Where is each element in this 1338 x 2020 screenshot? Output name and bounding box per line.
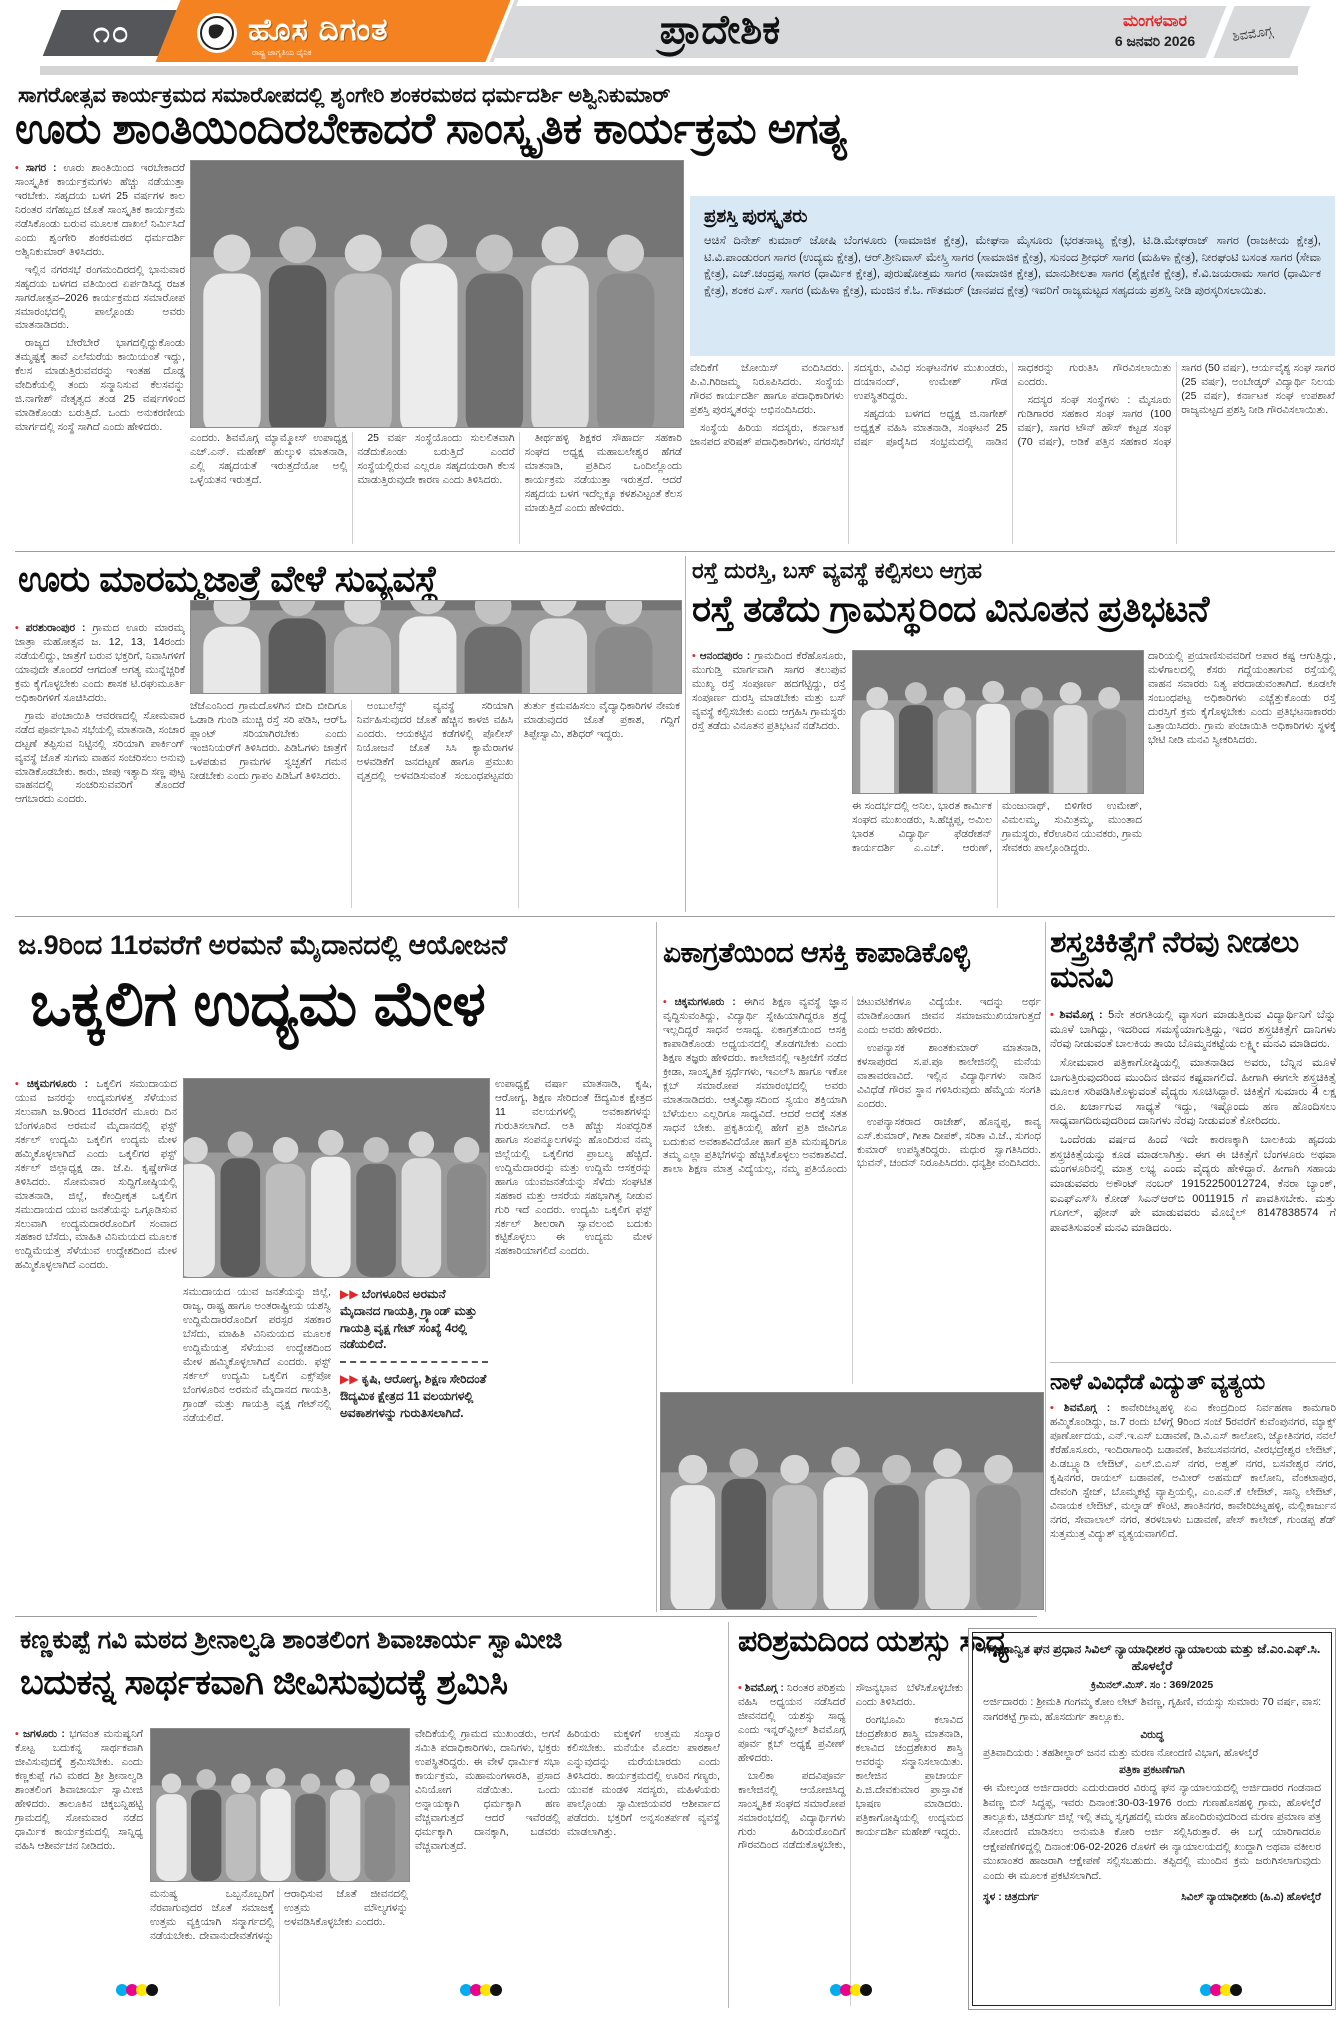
swamiji-kicker: ಕಣ್ಣಕುಪ್ಪೆ ಗವಿ ಮಠದ ಶ್ರೀನಾಲ್ವಡಿ ಶಾಂತಲಿಂಗ ಶಿವಾಚಾರ್ಯ ಸ್ವಾಮೀಜಿ xyxy=(20,1626,563,1654)
concentration-headline: ಏಕಾಗ್ರತೆಯಿಂದ ಆಸಕ್ತಿ ಕಾಪಾಡಿಕೊಳ್ಳಿ xyxy=(663,937,970,968)
protest-dateline: • ಆನಂದಪುರಂ : xyxy=(692,650,750,662)
notice-case-number: ಕ್ರಿಮಿನಲ್.ಮಿಸ್. ಸಂ : 369/2025 xyxy=(1090,1678,1214,1691)
notice-body: ಈ ಮೇಲ್ಕಂಡ ಅರ್ಜಿದಾರರು ಎದುರುದಾರರ ವಿರುದ್ಧ ಘನ ನ್ಯಾಯಾಲಯದಲ್ಲಿ ಅರ್ಜಿದಾರರ ಗಂಡನಾದ ಶಿವಣ್ಣ ಬಿನ್ ಸಿದ್ದಪ್ಪ, ಇವರು ದಿನಾಂಕ:30-03-1976 ರಂದು ಗುಣಹೊಸಹಳ್ಳಿ ಗ್ರಾಮ, ಹೊಳಲ್ಕೆರೆ ತಾಲ್ಲೂಕು, ಚಿತ್ರದುರ್ಗ ಜಿಲ್ಲೆ ಇಲ್ಲಿ ತಮ್ಮ ಸ್ವಗೃಹದಲ್ಲಿ ಮರಣ ಹೊಂದಿರುವುದರಿಂದ ಮರಣ ಪ್ರಮಾಣ ಪತ್ರ ನೋಂದಣಿ ಮಾಡಿಸಲು ಅನುಮತಿ ಕೋರಿ ಅರ್ಜಿ ಸಲ್ಲಿಸಿರುತ್ತಾರೆ. ಈ ಬಗ್ಗೆ ಯಾರಿಗಾದರೂ ಆಕ್ಷೇಪಣೆಗಳಿದ್ದಲ್ಲಿ ದಿನಾಂಕ:06-02-2026 ರೊಳಗೆ ಈ ನ್ಯಾಯಾಲಯದಲ್ಲಿ ಖುದ್ದಾಗಿ ಅಥವಾ ವಕೀಲರ ಮುಖಾಂತರ ಹಾಜರಾಗಿ ಆಕ್ಷೇಪಣೆ ಸಲ್ಲಿಸಬಹುದು. ತಪ್ಪಿದಲ್ಲಿ ಮುಂದಿನ ಕ್ರಮ ಜರುಗಿಸಲಾಗುವುದು ಎಂದು ಈ ಮೂಲಕ ಪ್ರಕಟಿಸಲಾಗಿದೆ. xyxy=(983,1781,1321,1882)
surgery-headline: ಶಸ್ತ್ರಚಿಕಿತ್ಸೆಗೆ ನೆರವು ನೀಡಲು ಮನವಿ xyxy=(1050,926,1299,994)
pullquote-divider xyxy=(340,1361,488,1363)
mela-column-3: ಉಪಾಧ್ಯಕ್ಷೆ ವರ್ಷಾ ಮಾತನಾಡಿ, ಕೃಷಿ, ಆರೋಗ್ಯ, ಶಿಕ್ಷಣ ಸೇರಿದಂತೆ ಔದ್ಯಮಿಕ ಕ್ಷೇತ್ರದ 11 ವಲಯಗಳಲ್ಲಿ ಅವಕಾಶಗಳನ್ನು ಗುರುತಿಸಲಾಗಿದೆ. ಅತಿ ಹೆಚ್ಚು ಸಂಪದ್ಭರಿತ ಹಾಗೂ ಸಂಪನ್ಮೂಲಗಳನ್ನು ಹೊಂದಿರುವ ನಮ್ಮ ಜಿಲ್ಲೆಯಲ್ಲಿ ಒಕ್ಕಲಿಗರ ಪ್ರಾಬಲ್ಯ ಹೆಚ್ಚಿದೆ. ಉದ್ದಿಮೆದಾರರನ್ನು ಮತ್ತು ಉದ್ದಿಮೆ ಆಸಕ್ತರನ್ನು ಹಾಗೂ ಯುವಜನತೆಯನ್ನು ಸೆಳೆದು ಸಂಘಟಿತ ಸಹಕಾರ ಮತ್ತು ಆಸರೆಯ ಸಹಭಾಗಿತ್ವ ನೀಡುವ ಗುರಿ ಇದೆ ಎಂದರು. ಉದ್ಯಮಿ ಒಕ್ಕಲಿಗ ಫಸ್ಟ್ ಸರ್ಕಲ್ ಶೀಲರಾಗಿ ಸ್ವಾವಲಂಬಿ ಬದುಕು ಕಟ್ಟಿಕೊಳ್ಳಲು ಈ ಉದ್ಯಮ ಮೇಳ ಸಹಕಾರಿಯಾಗಲಿದೆ ಎಂದರು. xyxy=(495,1078,652,1258)
protest-column-1: • ಆನಂದಪುರಂ : ಗ್ರಾಮದಿಂದ ಕೆರೆಹೊಸೂರು, ಮುಗುಡ್ತಿ ಮಾರ್ಗವಾಗಿ ಸಾಗರ ತಲುಪುವ ಮುಖ್ಯ ರಸ್ತೆ ಸಂಪೂರ್ಣ ಹದಗೆಟ್ಟಿದ್ದು, ರಸ್ತೆ ಸಂಪೂರ್ಣ ದುರಸ್ತಿ ಮಾಡಬೇಕು ಮತ್ತು ಬಸ್ ವ್ಯವಸ್ಥೆ ಕಲ್ಪಿಸಬೇಕು ಎಂದು ಆಗ್ರಹಿಸಿ ಗ್ರಾಮಸ್ಥರು ರಸ್ತೆ ತಡೆದು ವಿನೂತನ ಪ್ರತಿಭಟನೆ ನಡೆಸಿದರು. xyxy=(692,650,846,908)
rule-row2-vertical xyxy=(685,556,686,912)
notice-signer: ಸಿವಿಲ್ ನ್ಯಾಯಾಧೀಶರು (ಹಿ.ವಿ) ಹೊಳಲ್ಕೆರೆ xyxy=(1181,1890,1321,1903)
concentration-dateline: • ಚಿಕ್ಕಮಗಳೂರು : xyxy=(663,996,736,1008)
masthead-edition: ಶಿವಮೊಗ್ಗ xyxy=(1231,22,1274,44)
concentration-photo xyxy=(660,1392,1044,1610)
notice-respondent: ಪ್ರತಿವಾದಿಯರು : ತಹಶೀಲ್ದಾರ್ ಜನನ ಮತ್ತು ಮರಣ ನೋಂದಣಿ ವಿಭಾಗ, ಹೊಳಲ್ಕೆರೆ xyxy=(983,1746,1259,1759)
black-dot xyxy=(490,1984,502,1996)
masthead-date: 6 ಜನವರಿ 2026 xyxy=(1114,33,1196,49)
powercut-headline: ನಾಳೆ ವಿವಿಧೆಡೆ ವಿದ್ಯುತ್ ವ್ಯತ್ಯಯ xyxy=(1050,1369,1265,1394)
lead-tail-columns: ವೇದಿಕೆಗೆ ಜೋಯಿಸ್ ವಂದಿಸಿದರು. ಪಿ.ವಿ.ಗಿರಿಜಮ್ಮ ನಿರೂಪಿಸಿದರು. ಸಂಸ್ಥೆಯ ಗೌರವ ಕಾರ್ಯದರ್ಶಿ ಹಾಗೂ ಪದಾಧಿಕಾರಿಗಳು ಪ್ರಶಸ್ತಿ ಪುರಸ್ಕೃತರನ್ನು ಅಭಿನಂದಿಸಿದರು. ಸಂಸ್ಥೆಯ ಹಿರಿಯ ಸದಸ್ಯರು, ಕರ್ನಾಟಕ ಜಾನಪದ ಪರಿಷತ್ ಪದಾಧಿಕಾರಿಗಳು, ನಗರಸಭೆ ಸದಸ್ಯರು, ವಿವಿಧ ಸಂಘಟನೆಗಳ ಮುಖಂಡರು, ದಯಾನಂದ್, ಉಮೇಶ್ ಗೌಡ ಉಪಸ್ಥಿತರಿದ್ದರು. ಸಹೃದಯ ಬಳಗದ ಅಧ್ಯಕ್ಷ ಜಿ.ನಾಗೇಶ್ ಅಧ್ಯಕ್ಷತೆ ವಹಿಸಿ ಮಾತನಾಡಿ, ಸಂಘಟನೆ 25 ವರ್ಷ ಪೂರೈಸಿದ ಸಂಭ್ರಮದಲ್ಲಿ ನಾಡಿನ ಸಾಧಕರನ್ನು ಗುರುತಿಸಿ ಗೌರವಿಸಲಾಯಿತು ಎಂದರು. ಸದಸ್ಯರ ಸಂಘ ಸಂಸ್ಥೆಗಳು : ಮೈಸೂರು ಗುಡಿಗಾರರ ಸಹಕಾರ ಸಂಘ ಸಾಗರ (100 ವರ್ಷ), ಸಾಗರ ಟೌನ್ ಹೌಸ್ ಕಟ್ಟಡ ಸಂಘ (70 ವರ್ಷ), ಅಡಿಕೆ ಪತ್ತಿನ ಸಹಕಾರ ಸಂಘ ಸಾಗರ (50 ವರ್ಷ), ಆರ್ಯವೈಶ್ಯ ಸಂಘ ಸಾಗರ (25 ವರ್ಷ), ಅಂಬೇಡ್ಕರ್ ವಿದ್ಯಾರ್ಥಿ ನಿಲಯ (25 ವರ್ಷ), ಕರ್ನಾಟಕ ಸಂಘ ಉಪಶಾಖೆ ರಾಜ್ಯಮಟ್ಟದ ಪ್ರಶಸ್ತಿ ನೀಡಿ ಗೌರವಿಸಲಾಯಿತು. xyxy=(690,362,1335,448)
swamiji-column-4: ಹಿರಿಯರು ಮಕ್ಕಳಿಗೆ ಉತ್ತಮ ಸಂಸ್ಕಾರ ಕಲಿಸಬೇಕು. ಮನೆಯೇ ಮೊದಲ ಪಾಠಶಾಲೆ ಎನ್ನುವುದನ್ನು ಮರೆಯಬಾರದು ಎಂದು ತಿಳಿಸಿದರು. ಕಾರ್ಯಕ್ರಮದಲ್ಲಿ ಊರಿನ ಗಣ್ಯರು, ಯುವಕ ಮಂಡಳಿ ಸದಸ್ಯರು, ಮಹಿಳೆಯರು ಪಾಲ್ಗೊಂಡು ಸ್ವಾಮೀಜಿಯವರ ಆಶೀರ್ವಾದ ಪಡೆದರು. ಭಕ್ತರಿಗೆ ಅನ್ನಸಂತರ್ಪಣೆ ವ್ಯವಸ್ಥೆ ಮಾಡಲಾಗಿತ್ತು. xyxy=(567,1728,720,1838)
powercut-dateline: • ಶಿವಮೊಗ್ಗ : xyxy=(1050,1402,1110,1414)
lead-photo xyxy=(190,160,684,428)
effort-headline: ಪರಿಶ್ರಮದಿಂದ ಯಶಸ್ಸು ಸಾಧ್ಯ xyxy=(738,1625,1009,1658)
pullquote-arrow-icon-2: ▶▶ xyxy=(340,1372,362,1387)
powercut-body: • ಶಿವಮೊಗ್ಗ : ಕಾವೇರಿಚಟ್ನಹಳ್ಳಿ ಏಎ ಕೇಂದ್ರದಿಂದ ನಿರ್ವಹಣಾ ಕಾಮಗಾರಿ ಹಮ್ಮಿಕೊಂಡಿದ್ದು, ಜ.7 ರಂದು ಬೆಳಗ್ಗೆ 9ರಿಂದ ಸಂಜೆ 5ರವರೆಗೆ ಕುವೆಂಪುನಗರ, ಮ್ಯಾಕ್ಸ್ ಪೂರ್ಣೋದಯ, ಎನ್.ಇ.ಎಸ್ ಬಡಾವಣೆ, ಡಿ.ವಿ.ಎಸ್ ಕಾಲೋನಿ, ಜ್ಯೋತಿನಗರ, ನವಲೆ ಕೆರೆಹೊಸೂರು, ಇಂದಿರಾಗಾಂಧಿ ಬಡಾವಣೆ, ಶಿವಬಸವನಗರ, ವೀರಭದ್ರೇಶ್ವರ ಲೇಔಟ್, ಪಿ.ಡಬ್ಲ್ಯೂಡಿ ಲೇಔಟ್, ಎಲ್.ಬಿ.ಎಸ್ ನಗರ, ಅಶ್ವತ್ ನಗರ, ಬಸವೇಶ್ವರ ನಗರ, ಕೃಷಿನಗರ, ರಾಯಲ್ ಬಡಾವಣೆ, ಅಮೀರ್ ಅಹಮದ್ ಕಾಲೋನಿ, ವೆಂಕಟಾಪುರ, ದೇವಂಗಿ ಸ್ಟೇಜ್, ಬೊಮ್ಮಕಟ್ಟೆ ವ್ಯಾಪ್ತಿಯಲ್ಲಿ, ಎಂ.ಎನ್.ಕೆ ಲೇಔಟ್, ಸಾನ್ವಿ ಲೇಔಟ್, ವಿನಾಯಕ ಲೇಔಟ್, ಮಲ್ನಾಡ್ ಕೌಂಟಿ, ಶಾಂತಿನಗರ, ಕಾವೇರಿಚಟ್ನಹಳ್ಳಿ, ಮಲ್ಲಿಕಾರ್ಜುನ ನಗರ, ಸೇವಾಲಾಲ್ ನಗರ, ತರಳಬಾಳು ಬಡಾವಣೆ, ಪೇಸ್ ಕಾಲೇಜ್, ಗುಂಡಪ್ಪ ಶೆಡ್ ಸುತ್ತಮುತ್ತ ವಿದ್ಯುತ್ ವ್ಯತ್ಯಯವಾಗಲಿದೆ. xyxy=(1050,1402,1336,1616)
section-title: ಪ್ರಾದೇಶಿಕ xyxy=(659,8,781,52)
awards-box-title: ಪ್ರಶಸ್ತಿ ಪುರಸ್ಕೃತರು xyxy=(704,206,808,226)
notice-title: ಗೌರವಾನ್ವಿತ ಘನ ಪ್ರಧಾನ ಸಿವಿಲ್ ನ್ಯಾಯಾಧೀಶರ ನ್ಯಾಯಾಲಯ ಮತ್ತು ಜೆ.ಎಂ.ಎಫ್.ಸಿ. ಹೊಳಲ್ಕೆರೆ xyxy=(983,1642,1321,1673)
registration-marks-2 xyxy=(462,1984,502,1996)
mela-column-1: • ಚಿಕ್ಕಮಗಳೂರು : ಒಕ್ಕಲಿಗ ಸಮುದಾಯದ ಯುವ ಜನರನ್ನು ಉದ್ಯಮಗಳತ್ತ ಸೆಳೆಯುವ ಸಲುವಾಗಿ ಜ.9ರಿಂದ 11ರವರೆಗೆ ಮೂರು ದಿನ ಬೆಂಗಳೂರಿನ ಅರಮನೆ ಮೈದಾನದಲ್ಲಿ ಫಸ್ಟ್ ಸರ್ಕಲ್ ಉದ್ಯಮಿ ಒಕ್ಕಲಿಗ ಉದ್ಯಮ ಮೇಳ ಹಮ್ಮಿಕೊಳ್ಳಲಾಗಿದೆ ಎಂದು ಒಕ್ಕಲಿಗರ ಫಸ್ಟ್ ಸರ್ಕಲ್ ಜಿಲ್ಲಾಧ್ಯಕ್ಷ ಡಾ. ಜೆ.ಪಿ. ಕೃಷ್ಣೇಗೌಡ ತಿಳಿಸಿದರು. ಸೋಮವಾರ ಸುದ್ದಿಗೋಷ್ಠಿಯಲ್ಲಿ ಮಾತನಾಡಿ, ಜಿಲ್ಲೆ, ಕೇಂದ್ರೀಕೃತ ಒಕ್ಕಲಿಗ ಸಮುದಾಯದ ಯುವ ಜನತೆಯನ್ನು ಒಗ್ಗೂಡಿಸುವ ಸಲುವಾಗಿ ಉದ್ಯಮದಾರರೊಂದಿಗೆ ಸಂವಾದ ಸಹಕಾರ ಬೆಸೆದು, ಮಾಹಿತಿ ವಿನಿಮಯದ ಮೂಲಕ ಉದ್ದಿಮೆಯತ್ತ ಸೆಳೆಯುವ ಉದ್ದೇಶದಿಂದ ಮೇಳ ಹಮ್ಮಿಕೊಳ್ಳಲಾಗಿದೆ ಎಂದರು. xyxy=(15,1078,177,1606)
swamiji-below-photo: ಮನುಷ್ಯ ಒಬ್ಬನೊಬ್ಬರಿಗೆ ನೆರವಾಗುವುದರ ಜೊತೆ ಸಮಾಜಕ್ಕೆ ಉತ್ತಮ ವ್ಯಕ್ತಿಯಾಗಿ ಸನ್ಮಾರ್ಗದಲ್ಲಿ ನಡೆಯಬೇಕು. ದೇವಾನುದೇವತೆಗಳನ್ನು ಆರಾಧಿಸುವ ಜೊತೆ ಜೀವನದಲ್ಲಿ ಉತ್ತಮ ಮೌಲ್ಯಗಳನ್ನು ಅಳವಡಿಸಿಕೊಳ್ಳಬೇಕು ಎಂದರು. xyxy=(150,1888,408,1942)
swamiji-column-1: • ಜಗಳೂರು : ಭಗವಂತ ಮನುಷ್ಯನಿಗೆ ಕೊಟ್ಟ ಬದುಕನ್ನ ಸಾರ್ಥಕವಾಗಿ ಜೀವಿಸುವುದಕ್ಕೆ ಶ್ರಮಿಸಬೇಕು. ಎಂದು ಕಣ್ಣಕುಪ್ಪೆ ಗವಿ ಮಠದ ಶ್ರೀ ಶ್ರೀನಾಲ್ವಡಿ ಶಾಂತಲಿಂಗ ಶಿವಾಚಾರ್ಯ ಸ್ವಾಮೀಜಿ ಹೇಳಿದರು. ತಾಲೂಕಿನ ಚಿಕ್ಕಬನ್ನಿಹಟ್ಟಿ ಗ್ರಾಮದಲ್ಲಿ ಸೋಮವಾರ ನಡೆದ ಧಾರ್ಮಿಕ ಕಾರ್ಯಕ್ರಮದಲ್ಲಿ ಸಾನ್ನಿಧ್ಯ ವಹಿಸಿ ಆಶೀರ್ವಚನ ನೀಡಿದರು. xyxy=(15,1728,143,2006)
masthead-brand-content xyxy=(190,4,490,62)
masthead-day: ಮಂಗಳವಾರ xyxy=(1122,13,1188,30)
mela-pullquote: ▶▶ ಬೆಂಗಳೂರಿನ ಅರಮನೆ ಮೈದಾನದ ಗಾಯತ್ರಿ, ಗ್ರ್ಯಾಂಡ್ ಮತ್ತು ಗಾಯತ್ರಿ ವೃಕ್ಷ ಗೇಟ್ ಸಂಖ್ಯೆ 4ರಲ್ಲಿ ನಡೆಯಲಿದೆ. ▶▶ ಕೃಷಿ, ಆರೋಗ್ಯ, ಶಿಕ್ಷಣ ಸೇರಿದಂತೆ ಔದ್ಯಮಿಕ ಕ್ಷೇತ್ರದ 11 ವಲಯಗಳಲ್ಲಿ ಅವಕಾಶಗಳನ್ನು ಗುರುತಿಸಲಾಗಿದೆ. xyxy=(340,1287,487,1420)
registration-marks-4 xyxy=(1202,1984,1242,1996)
black-dot xyxy=(1230,1984,1242,1996)
lead-column-1: • ಸಾಗರ : ಊರು ಶಾಂತಿಯಿಂದ ಇರಬೇಕಾದರೆ ಸಾಂಸ್ಕೃತಿಕ ಕಾರ್ಯಕ್ರಮಗಳು ಹೆಚ್ಚು ನಡೆಯುತ್ತಾ ಇರಬೇಕು. ಸಹೃದಯ ಬಳಗ 25 ವರ್ಷಗಳ ಕಾಲ ನಿರಂತರ ನಗೆಹಬ್ಬದ ಜೊತೆ ಸಾಂಸ್ಕೃತಿಕ ಕಾರ್ಯಕ್ರಮ ನಡೆಸಿಕೊಂಡು ಬರುವ ಮೂಲಕ ದಾಖಲೆ ನಿರ್ಮಿಸಿದೆ ಎಂದು ಶೃಂಗೇರಿ ಶಂಕರಮಠದ ಧರ್ಮದರ್ಶಿ ಅಶ್ವಿನಿಕುಮಾರ್ ತಿಳಿಸಿದರು. ಇಲ್ಲಿನ ನಗರಸಭೆ ರಂಗಮಂದಿರದಲ್ಲಿ ಭಾನುವಾರ ಸಹೃದಯ ಬಳಗದ ವತಿಯಿಂದ ಏರ್ಪಡಿಸಿದ್ದ ರಜತ ಸಾಗರೋತ್ಸವ–2026 ಕಾರ್ಯಕ್ರಮದ ಸಮಾರೋಪ ಸಮಾರಂಭದಲ್ಲಿ ಪಾಲ್ಗೊಂಡು ಅವರು ಮಾತನಾಡಿದರು. ರಾಜ್ಯದ ಬೇರೆಬೇರೆ ಭಾಗದಲ್ಲಿದ್ದುಕೊಂಡು ತಮ್ಮಷ್ಟಕ್ಕೆ ತಾವೆ ಎಲೆಮರೆಯ ಕಾಯಿಯಂತೆ ಇದ್ದು, ಕೆಲಸ ಮಾಡುತ್ತಿರುವವರನ್ನು ಇಂತಹ ದೊಡ್ಡ ವೇದಿಕೆಯಲ್ಲಿ ತಂದು ಸನ್ಮಾನಿಸುವ ಕೆಲಸವನ್ನು ಜಿ.ನಾಗೇಶ್ ನೇತೃತ್ವದ ತಂಡ 25 ವರ್ಷಗಳಿಂದ ಮಾಡಿಕೊಂಡು ಬರುತ್ತಿದೆ. ಒಂದು ಅನುಕರಣೀಯ ಮಾರ್ಗದಲ್ಲಿ ಸಂಸ್ಥೆ ಸಾಗಿದೆ ಎಂದು ಹೇಳಿದರು. xyxy=(15,162,185,542)
rule-row1-row2 xyxy=(15,551,1335,552)
mela-column-2: ಸಮುದಾಯದ ಯುವ ಜನತೆಯನ್ನು ಜಿಲ್ಲೆ, ರಾಜ್ಯ, ರಾಷ್ಟ್ರ ಹಾಗೂ ಅಂತರಾಷ್ಟ್ರೀಯ ಯಶಸ್ವಿ ಉದ್ದಿಮೆದಾರರೊಂದಿಗೆ ಪರಸ್ಪರ ಸಹಕಾರ ಬೆಸೆದು, ಮಾಹಿತಿ ವಿನಿಮಯದ ಮೂಲಕ ಉದ್ದಿಮೆಯತ್ತ ಸೆಳೆಯುವ ಉದ್ದೇಶದಿಂದ ಮೇಳ ಹಮ್ಮಿಕೊಳ್ಳಲಾಗಿದೆ ಎಂದರು. ಫಸ್ಟ್ ಸರ್ಕಲ್ ಉದ್ಯಮಿ ಒಕ್ಕಲಿಗ ಎಕ್ಸ್‌ಪೋ ಬೆಂಗಳೂರಿನ ಅರಮನೆ ಮೈದಾನದ ಗಾಯತ್ರಿ, ಗ್ರಾಂಡ್ ಮತ್ತು ಗಾಯತ್ರಿ ವೃಕ್ಷ ಗೇಟ್‌ನಲ್ಲಿ ನಡೆಯಲಿದೆ. xyxy=(183,1286,331,1424)
rule-row3-row4 xyxy=(15,1616,1037,1617)
effort-body: • ಶಿವಮೊಗ್ಗ : ನಿರಂತರ ಪರಿಶ್ರಮ ವಹಿಸಿ ಅಧ್ಯಯನ ನಡೆಸಿದರೆ ಜೀವನದಲ್ಲಿ ಯಶಸ್ಸು ಸಾಧ್ಯ ಎಂದು ಇನ್ನರ್‌ವ್ಹೀಲ್ ಶಿವಮೊಗ್ಗ ಪೂರ್ವ ಕ್ಲಬ್ ಅಧ್ಯಕ್ಷೆ ಪ್ರವೀಣ್ ಹೇಳಿದರು. ಬಾಲಿಕಾ ಪದವಿಪೂರ್ವ ಕಾಲೇಜಿನಲ್ಲಿ ಆಯೋಜಿಸಿದ್ದ ಸಾಂಸ್ಕೃತಿಕ ಸಂಘದ ಸಮಾರೋಪ ಸಮಾರಂಭದಲ್ಲಿ ವಿದ್ಯಾರ್ಥಿಗಳು ಗುರು ಹಿರಿಯರೊಂದಿಗೆ ಗೌರವದಿಂದ ನಡೆದುಕೊಳ್ಳಬೇಕು, ಸೌಜನ್ಯಭಾವ ಬೆಳೆಸಿಕೊಳ್ಳಬೇಕು ಎಂದು ತಿಳಿಸಿದರು. ರಂಗಭೂಮಿ ಕಲಾವಿದ ಚಂದ್ರಶೇಖರ ಶಾಸ್ತ್ರಿ ಮಾತನಾಡಿ, ಕಲಾವಿದ ಚಂದ್ರಶೇಖರ ಶಾಸ್ತ್ರಿ ಅವರನ್ನು ಸನ್ಮಾನಿಸಲಾಯಿತು. ಕಾಲೇಜಿನ ಪ್ರಾಚಾರ್ಯ ಪಿ.ಜಿ.ದೇವಕುಮಾರ ಪ್ರಾಸ್ತಾವಿಕ ಭಾಷಣ ಮಾಡಿದರು. ಪತ್ರಿಕಾಗೋಷ್ಠಿಯಲ್ಲಿ ಉದ್ಯಮದ ಕಾರ್ಯದರ್ಶಿ ಮಹೇಶ್ ಇದ್ದರು. xyxy=(738,1682,963,2006)
rule-row4-vertical xyxy=(728,1622,729,2008)
page-number: ೧೦ xyxy=(93,16,131,49)
pullquote-arrow-icon: ▶▶ xyxy=(340,1287,362,1301)
rule-row3-vertical-1 xyxy=(656,922,657,1612)
notice-applicant: ಅರ್ಜಿದಾರರು : ಶ್ರೀಮತಿ ಗಂಗಮ್ಮ ಕೋಂ ಲೇಟ್ ಶಿವಣ್ಣ, ಗೃಹಿಣಿ, ವಯಸ್ಸು ಸುಮಾರು 70 ವರ್ಷ, ವಾಸ: ನಾಗರಕಟ್ಟೆ ಗ್ರಾಮ, ಹೊಸದುರ್ಗ ತಾಲ್ಲೂಕು. xyxy=(983,1696,1321,1724)
newspaper-tagline: ರಾಷ್ಟ್ರ ಜಾಗೃತಿಯ ದೈನಿಕ xyxy=(252,48,312,57)
swamiji-column-3: ವೇದಿಕೆಯಲ್ಲಿ ಗ್ರಾಮದ ಮುಖಂಡರು, ಅಗಸೆ ಸಮಿತಿ ಪದಾಧಿಕಾರಿಗಳು, ದಾನಿಗಳು, ಭಕ್ತರು ಉಪಸ್ಥಿತರಿದ್ದರು. ಈ ವೇಳೆ ಧಾರ್ಮಿಕ ಸಭಾ ಕಾರ್ಯಕ್ರಮ, ಮಹಾಮಂಗಳಾರತಿ, ಪ್ರಸಾದ ವಿನಿಯೋಗ ನಡೆಯಿತು. ಒಂದು ಅನ್ನಾಯಕ್ಕಾಗಿ ಧರ್ಮಕ್ಕಾಗಿ ಹಣ ವೆಚ್ಚವಾಗುತ್ತದೆ ಆದರೆ ಇವೆರಡಲ್ಲಿ ಧರ್ಮಕ್ಕಾಗಿ ದಾನಕ್ಕಾಗಿ, ಬಡವರು ವೆಚ್ಚವಾಗುತ್ತದೆ. xyxy=(415,1728,560,1852)
jatre-continuation: ಜೆಜೆಎಂನಿಂದ ಗ್ರಾಮದೊಳಗಿನ ಬೀದಿ ಬೀದಿಗೂ ಓಡಾಡಿ ಗುಂಡಿ ಮುಚ್ಚಿ ರಸ್ತೆ ಸರಿ ಪಡಿಸಿ, ಆರ್‌ಓ ಪ್ಲಾಂಟ್ ಸರಿಯಾಗಿರಬೇಕು ಎಂದು ಇಂಜಿನಿಯರ್‌ಗೆ ತಿಳಿಸಿದರು. ಪಿಡಿಓಗಳು ಜಾತ್ರೆಗೆ ಒಳಪಡುವ ಗ್ರಾಮಗಳ ಸ್ವಚ್ಛತೆಗೆ ಗಮನ ನೀಡಬೇಕು ಎಂದು ಗ್ರಾಪಂ ಪಿಡಿಓಗೆ ತಿಳಿಸಿದರು. ಅಂಬುಲೆನ್ಸ್ ವ್ಯವಸ್ಥೆ ಸರಿಯಾಗಿ ನಿರ್ವಹಿಸುವುದರ ಜೊತೆ ಹೆಚ್ಚಿನ ಕಾಳಜಿ ವಹಿಸಿ ಎಂದರು. ಆಯಕಟ್ಟಿನ ಕಡೆಗಳಲ್ಲಿ ಪೊಲೀಸ್ ನಿಯೋಜನೆ ಜೊತೆ ಸಿಸಿ ಕ್ಯಾಮೆರಾಗಳ ಅಳವಡಿಕೆಗೆ ಜನದಟ್ಟಣೆ ಹಾಗೂ ಪ್ರಮುಖ ವೃತ್ತದಲ್ಲಿ ಅಳವಡಿಸುವಂತೆ ಸಂಬಂಧಪಟ್ಟವರು ತುರ್ತು ಕ್ರಮವಹಿಸಲು ವೈದ್ಯಾಧಿಕಾರಿಗಳ ನೇಮಕ ಮಾಡುವುದರ ಜೊತೆ ಪ್ರಕಾಶ, ಗದ್ದಿಗೆ ತಿಪ್ಪೇಸ್ವಾಮಿ, ಶಶಿಧರ್ ಇದ್ದರು. xyxy=(190,700,680,782)
court-notice-box xyxy=(972,1632,1332,2006)
rule-row3-vertical-2 xyxy=(1045,922,1046,1612)
black-dot xyxy=(146,1984,158,1996)
black-dot xyxy=(860,1984,872,1996)
protest-column-4: ದಾರಿಯಲ್ಲಿ ಪ್ರಯಾಣಿಸುವವರಿಗೆ ಅಪಾರ ಕಷ್ಟ ಆಗುತ್ತಿದ್ದು, ಮಳೆಗಾಲದಲ್ಲಿ ಕೆಸರು ಗದ್ದೆಯಂತಾಗುವ ರಸ್ತೆಯಲ್ಲಿ ವಾಹನ ಸವಾರರು ನಿತ್ಯ ಪರದಾಡುವಂತಾಗಿದೆ. ಕೂಡಲೇ ಸಂಬಂಧಪಟ್ಟ ಅಧಿಕಾರಿಗಳು ಎಚ್ಚೆತ್ತುಕೊಂಡು ರಸ್ತೆ ದುರಸ್ತಿಗೆ ಕ್ರಮ ಕೈಗೊಳ್ಳಬೇಕು ಎಂದು ಪ್ರತಿಭಟನಾಕಾರರು ಒತ್ತಾಯಿಸಿದರು. ಗ್ರಾಮ ಪಂಚಾಯಿತಿ ಅಧಿಕಾರಿಗಳು ಸ್ಥಳಕ್ಕೆ ಭೇಟಿ ನೀಡಿ ಮನವಿ ಸ್ವೀಕರಿಸಿದರು. xyxy=(1148,650,1336,746)
registration-marks-3 xyxy=(832,1984,872,1996)
protest-photo xyxy=(852,650,1144,794)
swamiji-dateline: • ಜಗಳೂರು : xyxy=(15,1728,65,1740)
newspaper-title: ಹೊಸ ದಿಗಂತ xyxy=(248,12,389,47)
rule-surgery-power xyxy=(1050,1362,1336,1363)
jatre-column-1: • ಪರಶುರಾಂಪುರ : ಗ್ರಾಮದ ಊರು ಮಾರಮ್ಮ ಜಾತ್ರಾ ಮಹೋತ್ಸವ ಜ. 12, 13, 14ರಂದು ನಡೆಯಲಿದ್ದು, ಜಾತ್ರೆಗೆ ಬರುವ ಭಕ್ತರಿಗೆ, ನಿವಾಸಿಗಳಿಗೆ ಯಾವುದೇ ತೊಂದರೆ ಆಗದಂತೆ ಅಗತ್ಯ ಮುನ್ನೆಚ್ಚರಿಕೆ ಕ್ರಮ ಕೈಗೊಳ್ಳಬೇಕು ಎಂದು ಶಾಸಕ ಟಿ.ರಘುಮೂರ್ತಿ ಅಧಿಕಾರಿಗಳಿಗೆ ಸೂಚಿಸಿದರು. ಗ್ರಾಮ ಪಂಚಾಯಿತಿ ಆವರಣದಲ್ಲಿ ಸೋಮವಾರ ನಡೆದ ಪೂರ್ವಭಾವಿ ಸಭೆಯಲ್ಲಿ ಮಾತನಾಡಿ, ಸಂಚಾರ ದಟ್ಟಣೆ ತಪ್ಪಿಸುವ ನಿಟ್ಟಿನಲ್ಲಿ ಸರಿಯಾಗಿ ಪಾರ್ಕಿಂಗ್ ವ್ಯವಸ್ಥೆ ಜೊತೆ ಸುಗಮ ವಾಹನ ಸಂಚರಿಸಲು ಅನುವು ಮಾಡಿಕೊಡಬೇಕು. ಕಾರು, ಜೀಪು ಇತ್ಯಾದಿ ಸಣ್ಣ ಪುಟ್ಟ ವಾಹನದಲ್ಲಿ ಸಂಚರಿಸುವವರಿಗೆ ತೊಂದರೆ ಆಗಬಾರದು ಎಂದರು. xyxy=(15,622,185,910)
swamiji-photo xyxy=(150,1728,410,1882)
awards-box-text: ಆಚಿಸೆ ದಿನೇಶ್ ಕುಮಾರ್ ಜೋಷಿ ಬೆಂಗಳೂರು (ಸಾಮಾಜಿಕ ಕ್ಷೇತ್ರ), ಮೇಘನಾ ಮೈಸೂರು (ಭರತನಾಟ್ಯ ಕ್ಷೇತ್ರ), ಟಿ.ಡಿ.ಮೇಘರಾಜ್ ಸಾಗರ (ರಾಜಕೀಯ ಕ್ಷೇತ್ರ), ಟಿ.ವಿ.ಪಾಂಡುರಂಗ ಸಾಗರ (ಉದ್ಯಮ ಕ್ಷೇತ್ರ), ಆರ್.ಶ್ರೀನಿವಾಸ್ ಮೇಸ್ತ್ರಿ ಸಾಗರ (ಸಾಮಾಜಿಕ ಕ್ಷೇತ್ರ), ಸುನಂದ ಶ್ರೀಧರ್ ಸಾಗರ (ಮಹಿಳಾ ಕ್ಷೇತ್ರ), ನೀರಘಂಟಿ ಬಸಂತ ಸಾಗರ (ಸೇವಾ ಕ್ಷೇತ್ರ), ಎಚ್.ಚಂದ್ರಪ್ಪ ಸಾಗರ (ಧಾರ್ಮಿಕ ಕ್ಷೇತ್ರ), ಪುರುಷೋತ್ತಮ ಸಾಗರ (ಸಾಮಾಜಿಕ ಕ್ಷೇತ್ರ), ಮಾನುಶೀಲತಾ ಸಾಗರ (ಶೈಕ್ಷಣಿಕ ಕ್ಷೇತ್ರ), ಕೆ.ವಿ.ಜಯರಾಮ ಸಾಗರ (ಧಾರ್ಮಿಕ ಕ್ಷೇತ್ರ), ಶಂಕರ ಎಸ್. ಸಾಗರ (ಮಹಿಳಾ ಕ್ಷೇತ್ರ), ಮಂಜಿನ ಕೆ.ಓ. ಗೌತಮರ್ (ಜಾನಪದ ಕ್ಷೇತ್ರ) ಇವರಿಗೆ ರಾಜ್ಯಮಟ್ಟದ ಸಹೃದಯ ಪ್ರಶಸ್ತಿ ನೀಡಿ ಪುರಸ್ಕರಿಸಲಾಯಿತು. xyxy=(704,235,1321,298)
protest-kicker: ರಸ್ತೆ ದುರಸ್ತಿ, ಬಸ್ ವ್ಯವಸ್ಥೆ ಕಲ್ಪಿಸಲು ಆಗ್ರಹ xyxy=(692,558,983,583)
protest-below-photo: ಈ ಸಂದರ್ಭದಲ್ಲಿ ಅನಿಲ, ಭಾರತ ಕಾರ್ಮಿಕ ಸಂಘದ ಮುಖಂಡರು, ಸಿ.ಹೆಚ್ಚಪ್ಪ, ಅಮಿಲ ಭಾರತ ವಿದ್ಯಾರ್ಥಿ ಫೆಡರೇಶನ್ ಕಾರ್ಯದರ್ಶಿ ಎ.ಎಚ್. ಆರುಣ್, ಮಂಜುನಾಥ್, ಬಿಳಿಗೇರ ಉಮೇಶ್, ವಿಮಲಮ್ಮ, ಸುಮಿತ್ರಮ್ಮ, ಮುಂತಾದ ಗ್ರಾಮಸ್ಥರು, ಕೆರೆಊರಿನ ಯುವಕರು, ಗ್ರಾಮ ಸೇವಕರು ಪಾಲ್ಗೊಂಡಿದ್ದರು. xyxy=(852,800,1142,854)
notice-place: ಸ್ಥಳ : ಚಿತ್ರದುರ್ಗ xyxy=(983,1890,1039,1903)
newspaper-logo-icon xyxy=(196,12,238,59)
concentration-body: • ಚಿಕ್ಕಮಗಳೂರು : ಈಗಿನ ಶಿಕ್ಷಣ ವ್ಯವಸ್ಥೆ ಜ್ಞಾನ ವೃದ್ಧಿಸುವಂತಿದ್ದು, ವಿದ್ಯಾರ್ಥಿ ಸ್ನೇಹಿಯಾಗಿದ್ದರೂ ಶ್ರದ್ಧೆ ಇಲ್ಲದಿದ್ದರೆ ಸಾಧನೆ ಅಸಾಧ್ಯ. ಏಕಾಗ್ರತೆಯಿಂದ ಆಸಕ್ತಿ ಕಾಪಾಡಿಕೊಂಡು ಅಧ್ಯಯನದಲ್ಲಿ ತೊಡಗಬೇಕು ಎಂದು ಶಿಕ್ಷಣ ತಜ್ಞರು ಹೇಳಿದರು. ಕಾಲೇಜಿನಲ್ಲಿ ಇತ್ತೀಚೆಗೆ ನಡೆದ ಕ್ರೀಡಾ, ಸಾಂಸ್ಕೃತಿಕ ಸ್ಪರ್ಧೆಗಳು, ಇಎಲ್‌ಸಿ ಹಾಗೂ ಇಕೋ ಕ್ಲಬ್ ಸಮಾರೋಪ ಸಮಾರಂಭದಲ್ಲಿ ಅವರು ಮಾತನಾಡಿದರು. ಆತ್ಮವಿಶ್ವಾಸದಿಂದ ಸ್ವಯಂ ಶಕ್ತಿಯಾಗಿ ಬೆಳೆಯಲು ಎಲ್ಲರಿಗೂ ಸಾಧ್ಯವಿದೆ. ಆದರೆ ಅದಕ್ಕೆ ಸತತ ಸಾಧನೆ ಬೇಕು. ಪ್ರಕೃತಿಯಲ್ಲಿ ಹೇಗೆ ಪ್ರತಿ ಜೀವಿಗೂ ಬದುಕುವ ಅವಕಾಶವಿದೆಯೋ ಹಾಗೆ ಪ್ರತಿ ಮನುಷ್ಯರಿಗೂ ತಮ್ಮ ಎಲ್ಲಾ ಪ್ರತಿಭೆಗಳನ್ನು ಹೆಚ್ಚಿಸಿಕೊಳ್ಳಲು ಅವಕಾಶವಿದೆ. ಶಾಲಾ ಶಿಕ್ಷಣ ಮಾತ್ರ ವಿದ್ಯೆಯಲ್ಲ, ನಮ್ಮ ಪ್ರತಿಯೊಂದು ಚಟುವಟಿಕೆಗಳೂ ವಿದ್ಯೆಯೇ. ಇದನ್ನು ಅರ್ಥ ಮಾಡಿಕೊಂಡಾಗ ಜೀವನ ಸಮಾಜಮುಖಿಯಾಗುತ್ತದೆ ಎಂದು ಅವರು ಹೇಳಿದರು. ಉಪನ್ಯಾಸಕ ಶಾಂತಕುಮಾರ್ ಮಾತನಾಡಿ, ಕಳಸಾಪುರದ ಸ.ಪ.ಪೂ ಕಾಲೇಜಿನಲ್ಲಿ ಮನೆಯ ವಾತಾವರಣವಿದೆ. ಇಲ್ಲಿನ ವಿದ್ಯಾರ್ಥಿಗಳು ನಾಡಿನ ವಿವಿಧೆಡೆ ಗೌರವ ಸ್ಥಾನ ಗಳಿಸಿರುವುದು ಹೆಮ್ಮೆಯ ಸಂಗತಿ ಎಂದರು. ಉಪನ್ಯಾಸಕರಾದ ರಾಜೇಶ್, ಹೊನ್ನಪ್ಪ, ಕಾವ್ಯ ಎಸ್.ಕುಮಾರ್, ಗೀತಾ ದೀಪಕ್, ಸರಿತಾ ವಿ.ಜೆ., ಸುಗಂಧ ಕುಮಾರ್ ಉಪಸ್ಥಿತರಿದ್ದರು. ಮಧುರ ಸ್ವಾಗತಿಸಿದರು. ಭುವನ್, ಚಂದನ್ ನಿರೂಪಿಸಿದರು. ಧನ್ಯಶ್ರೀ ವಂದಿಸಿದರು. xyxy=(663,996,1041,1384)
swamiji-headline: ಬದುಕನ್ನ ಸಾರ್ಥಕವಾಗಿ ಜೀವಿಸುವುದಕ್ಕೆ ಶ್ರಮಿಸಿ xyxy=(20,1663,508,1702)
jatre-photo xyxy=(190,600,682,694)
surgery-body: • ಶಿವಮೊಗ್ಗ : 5ನೇ ತರಗತಿಯಲ್ಲಿ ವ್ಯಾಸಂಗ ಮಾಡುತ್ತಿರುವ ವಿದ್ಯಾರ್ಥಿನಿಗೆ ಬೆನ್ನು ಮೂಳೆ ಬಾಗಿದ್ದು, ಇದರಿಂದ ಸಮಸ್ಯೆಯಾಗುತ್ತಿದ್ದು, ಇದರ ಶಸ್ತ್ರಚಿಕಿತ್ಸೆಗೆ ದಾನಿಗಳು ನೆರವು ನೀಡುವಂತೆ ಬಾಲಕಿಯ ತಾಯಿ ಬೊಮ್ಮನಕಟ್ಟೆಯ ಲಕ್ಷ್ಮೀ ಮನವಿ ಮಾಡಿದರು. ಸೋಮವಾರ ಪತ್ರಿಕಾಗೋಷ್ಠಿಯಲ್ಲಿ ಮಾತನಾಡಿದ ಅವರು, ಬೆನ್ನಿನ ಮೂಳೆ ಬಾಗುತ್ತಿರುವುದರಿಂದ ಮುಂದಿನ ಜೀವನ ಕಷ್ಟವಾಗಲಿದೆ. ಹೀಗಾಗಿ ಈಗಲೇ ಶಸ್ತ್ರಚಿಕಿತ್ಸೆ ಮೂಲಕ ಸರಿಪಡಿಸಿಕೊಳ್ಳುವಂತೆ ವೈದ್ಯರು ಸೂಚಿಸಿದ್ದಾರೆ. ಚಿಕಿತ್ಸೆಗೆ ಸುಮಾರು 4 ಲಕ್ಷ ರೂ. ಖರ್ಚಾಗುವ ಸಾಧ್ಯತೆ ಇದ್ದು, ಇಷ್ಟೊಂದು ಹಣ ಹೊಂದಿಸಲು ಸಾಧ್ಯವಾಗದಿರುವುದರಿಂದ ದಾನಿಗಳು ನೆರವು ನೀಡುವಂತೆ ಕೋರಿದರು. ಒಂದೆರಡು ವರ್ಷದ ಹಿಂದೆ ಇದೇ ಕಾರಣಕ್ಕಾಗಿ ಬಾಲಕಿಯ ಹೃದಯ ಶಸ್ತ್ರಚಿಕಿತ್ಸೆಯನ್ನು ಕೂಡ ಮಾಡಲಾಗಿತ್ತು. ಈಗ ಈ ಚಿಕಿತ್ಸೆಗೆ ಬೆಂಗಳೂರು ಅಥವಾ ಮಂಗಳೂರಿನಲ್ಲಿ ಮಾತ್ರ ಲಭ್ಯ ಎಂದು ವೈದ್ಯರು ಹೇಳಿದ್ದಾರೆ. ಹೀಗಾಗಿ ಸಹಾಯ ಮಾಡುವವರು ಅಕೌಂಟ್ ನಂಬರ್ 19152250012724, ಕೆನರಾ ಬ್ಯಾಂಕ್, ಐಎಫ್‌ಎಸ್‌ಸಿ ಕೋಡ್ ಸಿಎನ್‌ಆರ್‌ಬಿ 0011915 ಗೆ ಪಾವತಿಸಬೇಕು. ಮತ್ತು ಗೂಗಲ್, ಫೋನ್ ಪೇ ಮಾಡುವವರು ಮೊಬೈಲ್ 8147838574 ಗೆ ಪಾವತಿಸುವಂತೆ ಮನವಿ ಮಾಡಿದರು. xyxy=(1050,1008,1336,1358)
lead-headline: ಊರು ಶಾಂತಿಯಿಂದಿರಬೇಕಾದರೆ ಸಾಂಸ್ಕೃತಿಕ ಕಾರ್ಯಕ್ರಮ ಅಗತ್ಯ xyxy=(15,105,847,153)
jatre-headline: ಊರು ಮಾರಮ್ಮಜಾತ್ರೆ ವೇಳೆ ಸುವ್ಯವಸ್ಥೆ xyxy=(18,558,439,599)
effort-dateline: • ಶಿವಮೊಗ್ಗ : xyxy=(738,1682,784,1694)
awards-box xyxy=(690,196,1335,356)
registration-marks-1 xyxy=(118,1984,158,1996)
notice-versus: ವಿರುದ್ಧ xyxy=(1140,1728,1164,1741)
mela-kicker: ಜ.9ರಿಂದ 11ರವರೆಗೆ ಅರಮನೆ ಮೈದಾನದಲ್ಲಿ ಆಯೋಜನೆ xyxy=(18,930,508,960)
lead-dateline: • ಸಾಗರ : xyxy=(15,162,57,174)
masthead-underbar xyxy=(40,66,1298,75)
notice-publication-label: ಪತ್ರಿಕಾ ಪ್ರಕಟಣೆಗಾಗಿ xyxy=(1119,1764,1185,1777)
lead-kicker: ಸಾಗರೋತ್ಸವ ಕಾರ್ಯಕ್ರಮದ ಸಮಾರೋಪದಲ್ಲಿ ಶೃಂಗೇರಿ ಶಂಕರಮಠದ ಧರ್ಮದರ್ಶಿ ಅಶ್ವಿನಿಕುಮಾರ್ xyxy=(18,84,671,107)
jatre-dateline: • ಪರಶುರಾಂಪುರ : xyxy=(15,622,86,634)
lead-photo-continuation: ಎಂದರು. ಶಿವಮೊಗ್ಗ ಮ್ಯಾಮ್ಮೋಸ್ ಉಪಾಧ್ಯಕ್ಷ ಎಚ್.ಎನ್. ಮಹೇಶ್ ಹುಲ್ಕುಳಿ ಮಾತನಾಡಿ, ಎಲ್ಲಿ ಸಹೃದಯತೆ ಇರುತ್ತದೆಯೋ ಅಲ್ಲಿ ಒಳ್ಳೆಯತನ ಇರುತ್ತದೆ. 25 ವರ್ಷ ಸಂಸ್ಥೆಯೊಂದು ಸುಲಲಿತವಾಗಿ ನಡೆದುಕೊಂಡು ಬರುತ್ತಿದೆ ಎಂದರೆ ಸಂಸ್ಥೆಯಲ್ಲಿರುವ ಎಲ್ಲರೂ ಸಹೃದಯರಾಗಿ ಕೆಲಸ ಮಾಡುತ್ತಿರುವುದೇ ಕಾರಣ ಎಂದು ತಿಳಿಸಿದರು. ತೀರ್ಥಹಳ್ಳಿ ಶಿಕ್ಷಕರ ಸೌಹಾರ್ದ ಸಹಕಾರಿ ಸಂಘದ ಅಧ್ಯಕ್ಷ ಮಹಾಬಲೇಶ್ವರ ಹೆಗಡೆ ಮಾತನಾಡಿ, ಪ್ರತಿದಿನ ಒಂದಿಲ್ಲೊಂದು ಕಾರ್ಯಕ್ರಮ ನಡೆಯುತ್ತಾ ಇರುತ್ತದೆ. ಆದರೆ ಸಹೃದಯ ಬಳಗ ಇದೆಲ್ಲಕ್ಕೂ ಕಳಶವಿಟ್ಟಂತೆ ಕೆಲಸ ಮಾಡುತ್ತಿದೆ ಎಂದು ಹೇಳಿದರು. xyxy=(190,432,682,514)
mela-dateline: • ಚಿಕ್ಕಮಗಳೂರು : xyxy=(15,1078,88,1090)
rule-row2-row3 xyxy=(15,916,1335,917)
mela-photo xyxy=(183,1078,490,1278)
surgery-dateline: • ಶಿವಮೊಗ್ಗ : xyxy=(1050,1009,1103,1021)
protest-headline: ರಸ್ತೆ ತಡೆದು ಗ್ರಾಮಸ್ಥರಿಂದ ವಿನೂತನ ಪ್ರತಿಭಟನೆ xyxy=(692,588,1209,629)
mela-headline: ಒಕ್ಕಲಿಗ ಉದ್ಯಮ ಮೇಳ xyxy=(30,970,486,1039)
